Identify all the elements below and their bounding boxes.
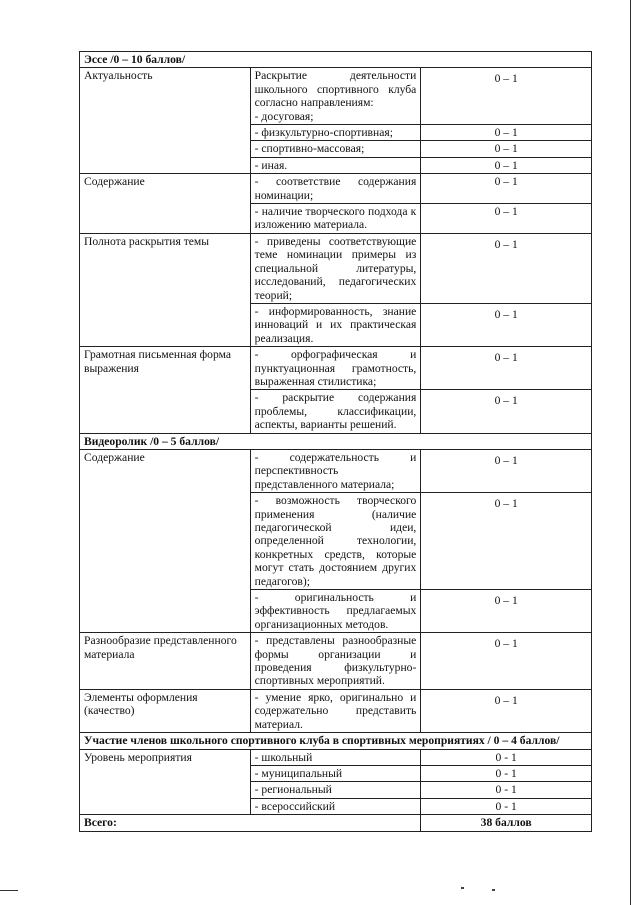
criterion-description: - региональный	[250, 782, 421, 798]
criterion-name: Элементы оформления (качество)	[80, 689, 251, 732]
score-cell: 0 – 1	[421, 233, 592, 303]
criterion-description: - возможность творческого применения (наличие педагогической идеи, определенной технологии, конкретных средств, которые могут стать достоянием других педагогов);	[250, 493, 421, 590]
score-cell: 0 – 1	[421, 68, 592, 125]
score-cell: 0 - 1	[421, 749, 592, 765]
criterion-description: - представлены разнообразные формы организации и проведения физкультурно-спортивных мероприятий.	[250, 633, 421, 690]
score-cell: 0 – 1	[421, 141, 592, 157]
criterion-description: - информированность, знание инноваций и их практическая реализация.	[250, 303, 421, 346]
criterion-description: - содержательность и перспективность представленного материала;	[250, 449, 421, 492]
table-row	[80, 347, 592, 390]
score-cell: 0 – 1	[421, 347, 592, 390]
section-title: Эссе /0 – 10 баллов/	[80, 52, 592, 68]
table-row	[80, 689, 592, 732]
score-cell: 0 – 1	[421, 590, 592, 633]
criterion-name: Содержание	[80, 449, 251, 632]
section-title: Участие членов школьного спортивного клуба в спортивных мероприятиях / 0 – 4 баллов/	[80, 733, 592, 749]
scan-edge-line	[630, 0, 631, 905]
criterion-description: - оригинальность и эффективность предлагаемых организационных методов.	[250, 590, 421, 633]
criterion-description: - школьный	[250, 749, 421, 765]
table-row	[80, 233, 592, 303]
criterion-name: Полнота раскрытия темы	[80, 233, 251, 346]
table-row	[80, 68, 592, 125]
criterion-name: Разнообразие представленного материала	[80, 633, 251, 690]
section-header-row	[80, 52, 592, 68]
criterion-description: - всероссийский	[250, 798, 421, 814]
score-cell: 0 - 1	[421, 782, 592, 798]
criterion-name: Актуальность	[80, 68, 251, 174]
total-label: Всего:	[80, 815, 421, 831]
criterion-name: Уровень мероприятия	[80, 749, 251, 815]
scan-speck	[492, 889, 495, 891]
criterion-description: - наличие творческого подхода к изложению материала.	[250, 204, 421, 234]
total-value: 38 баллов	[421, 815, 592, 831]
criterion-description: - умение ярко, оригинально и содержательно представить материал.	[250, 689, 421, 732]
score-cell: 0 – 1	[421, 174, 592, 204]
table-row	[80, 633, 592, 690]
criterion-description: - физкультурно-спортивная;	[250, 125, 421, 141]
criterion-description: Раскрытие деятельности школьного спортивного клуба согласно направлениям: - досуговая;	[250, 68, 421, 125]
criterion-description: - орфографическая и пунктуационная грамотность, выраженная стилистика;	[250, 347, 421, 390]
criterion-description: - муниципальный	[250, 765, 421, 781]
score-cell: 0 – 1	[421, 390, 592, 433]
criteria-table	[79, 51, 592, 832]
table-row	[80, 449, 592, 492]
criterion-description: - иная.	[250, 157, 421, 173]
score-cell: 0 – 1	[421, 303, 592, 346]
score-cell: 0 – 1	[421, 157, 592, 173]
section-header-row	[80, 433, 592, 449]
criterion-description: - соответствие содержания номинации;	[250, 174, 421, 204]
table-row	[80, 749, 592, 765]
table-row	[80, 174, 592, 204]
criterion-description: - приведены соответствующие теме номинации примеры из специальной литературы, исследований, педагогических теорий;	[250, 233, 421, 303]
score-cell: 0 - 1	[421, 798, 592, 814]
score-cell: 0 – 1	[421, 633, 592, 690]
criterion-name: Содержание	[80, 174, 251, 234]
criterion-description: - спортивно-массовая;	[250, 141, 421, 157]
criterion-description: - раскрытие содержания проблемы, классификации, аспекты, варианты решений.	[250, 390, 421, 433]
total-row	[80, 815, 592, 831]
section-title: Видеоролик /0 – 5 баллов/	[80, 433, 592, 449]
criterion-name: Грамотная письменная форма выражения	[80, 347, 251, 433]
score-cell: 0 – 1	[421, 493, 592, 590]
scan-edge-mark	[0, 890, 18, 891]
score-cell: 0 – 1	[421, 689, 592, 732]
score-cell: 0 – 1	[421, 125, 592, 141]
score-cell: 0 – 1	[421, 204, 592, 234]
score-cell: 0 – 1	[421, 449, 592, 492]
score-cell: 0 - 1	[421, 765, 592, 781]
scan-speck	[461, 887, 464, 889]
section-header-row	[80, 733, 592, 749]
document-page	[79, 51, 592, 832]
